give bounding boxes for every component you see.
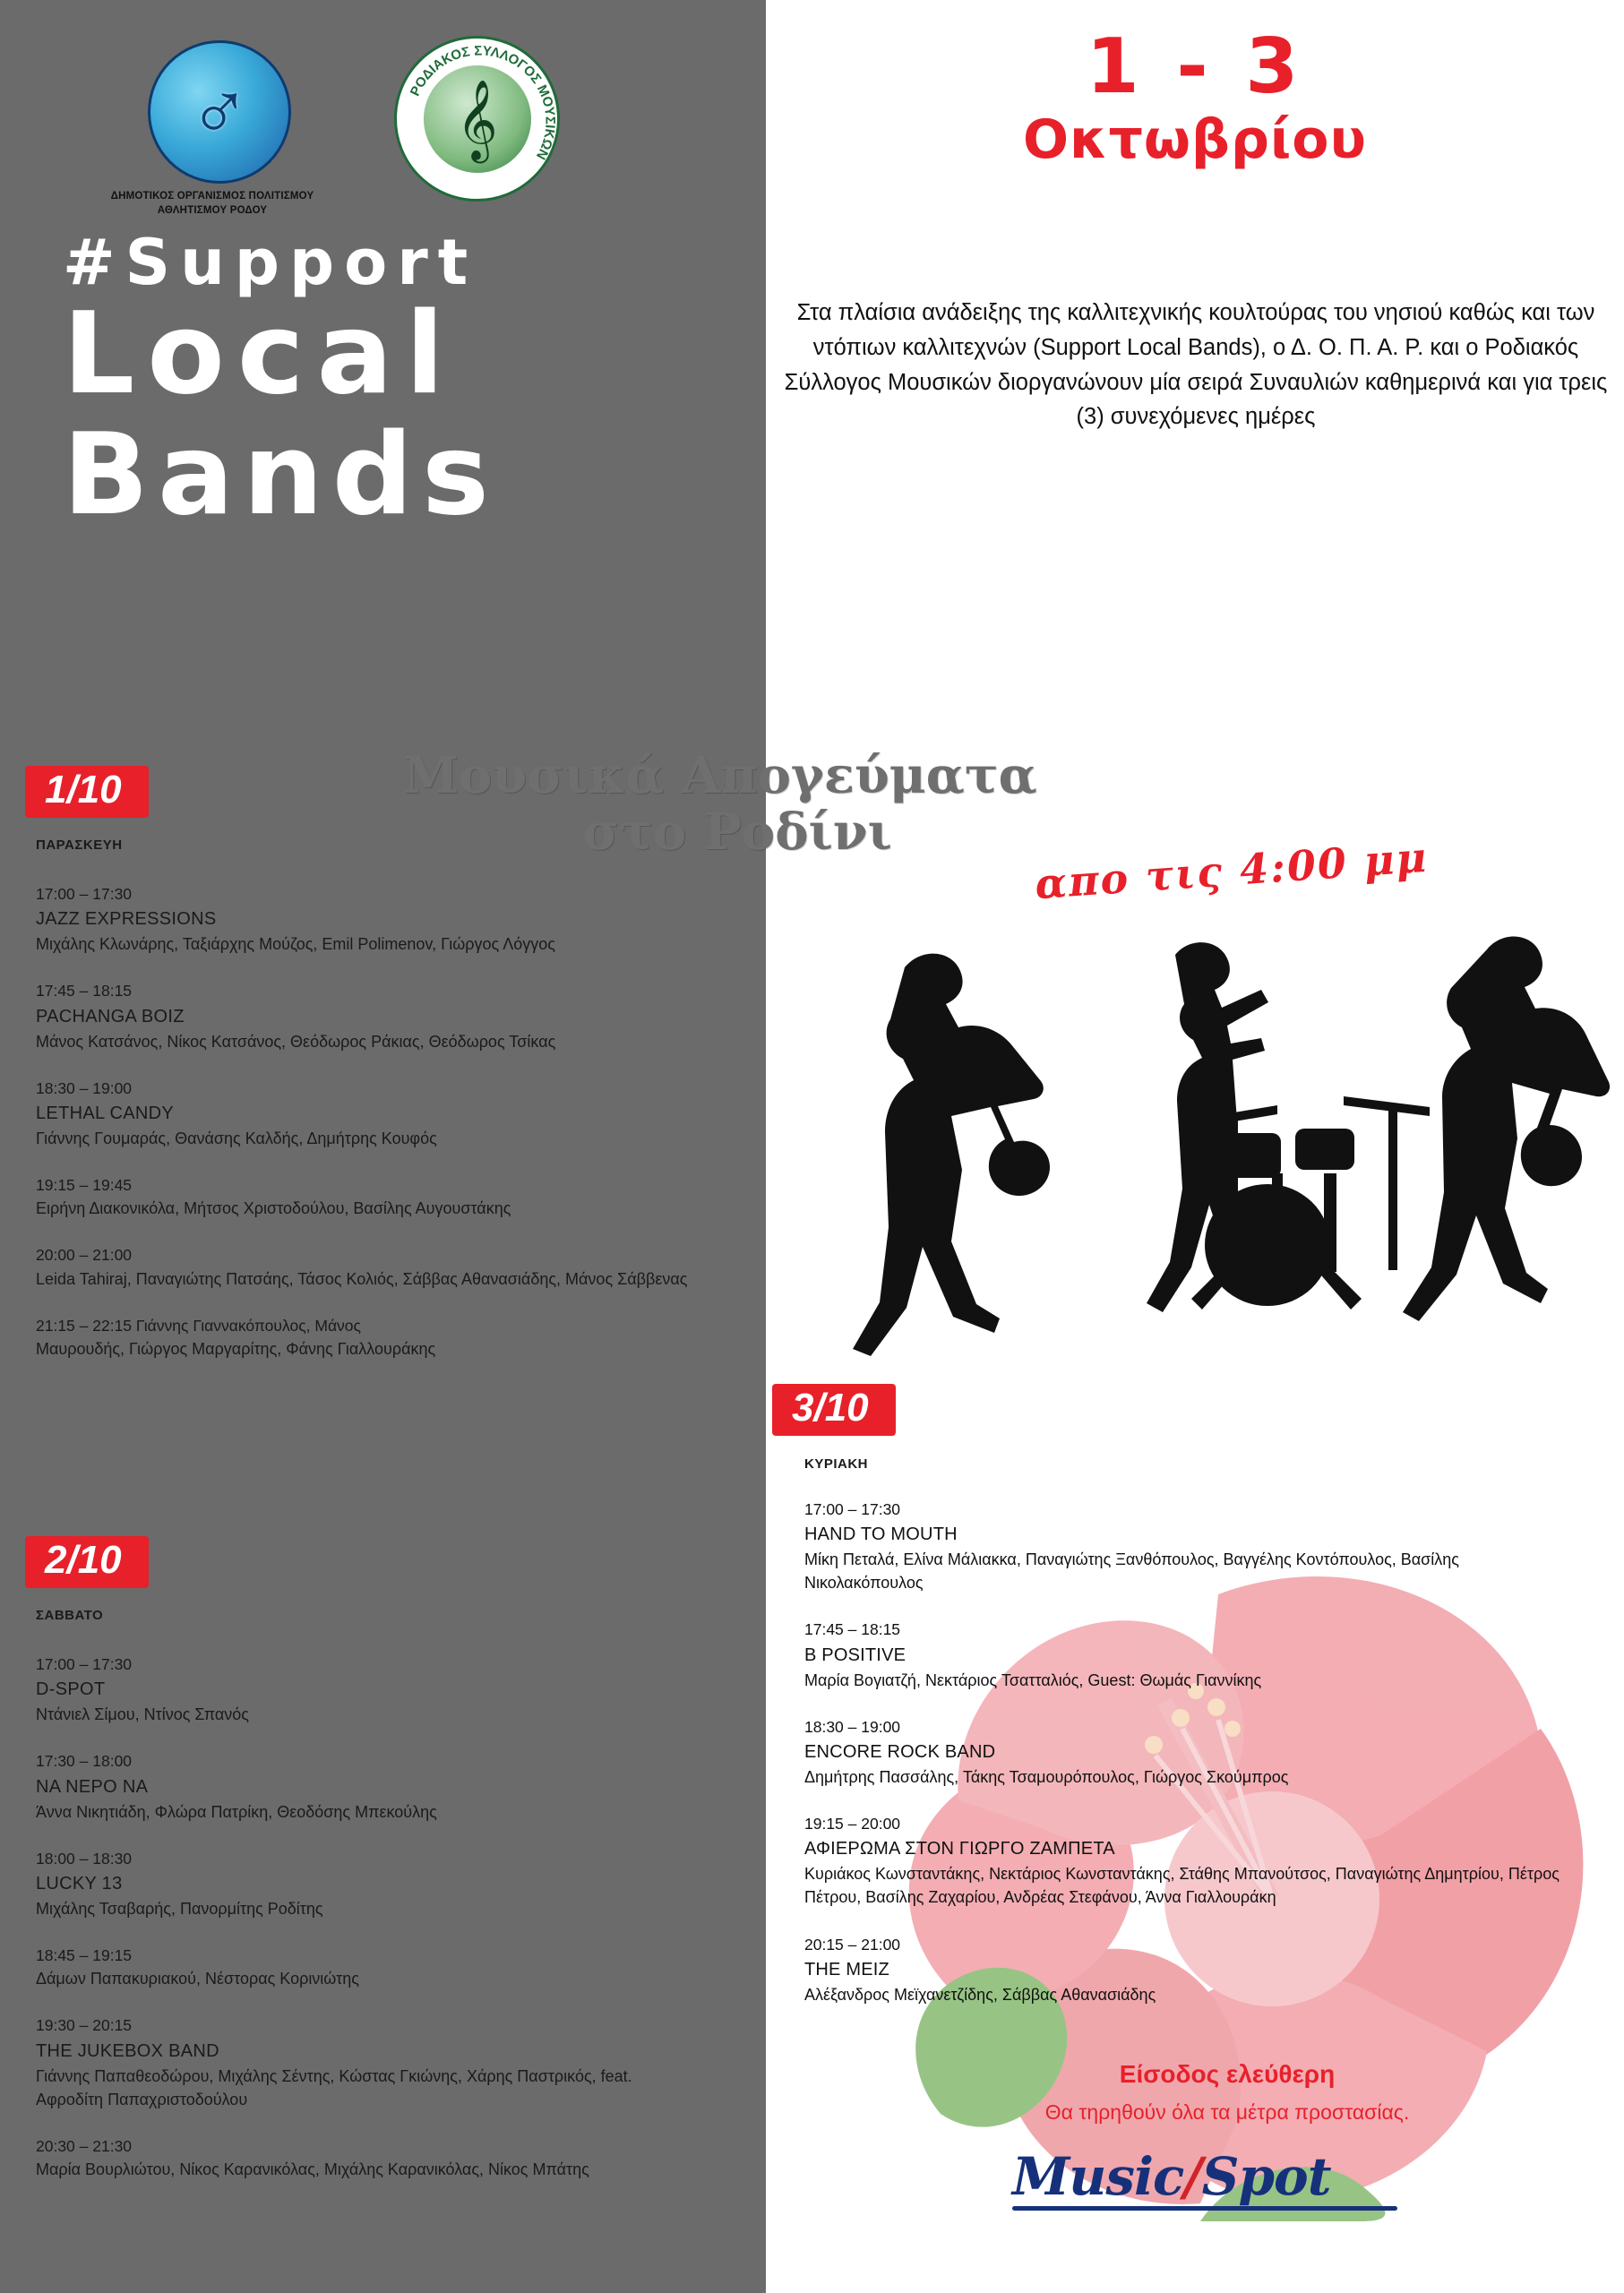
schedule-slot	[804, 1618, 1575, 1691]
slot-time: 18:30 – 19:00	[804, 1717, 901, 1736]
slot-band: D-SPOT	[36, 1679, 106, 1700]
slot-band: NA NEPO NA	[36, 1776, 149, 1797]
title-line-support: #Support	[63, 226, 478, 299]
slot-members: Μιχάλης Κλωνάρης, Ταξιάρχης Μούζος, Emil Polimenov, Γιώργος Λόγγος	[36, 935, 555, 954]
schedule-slot	[36, 1944, 690, 1990]
slot-band: THE MEIZ	[804, 1959, 889, 1980]
logo-group	[110, 36, 681, 216]
dopar-logo	[148, 40, 291, 184]
schedule-slot	[36, 1847, 690, 1920]
rsm-logo	[394, 36, 560, 202]
schedule-slot	[36, 1749, 690, 1823]
dates-month: Οκτωβρίου	[1022, 108, 1368, 172]
slot-time: 17:45 – 18:15	[804, 1620, 901, 1639]
slot-time: 17:45 – 18:15	[36, 982, 133, 1001]
day-2-schedule	[36, 1653, 690, 2204]
slot-time: 18:30 – 19:00	[36, 1078, 133, 1097]
slot-members: Άννα Νικητιάδη, Φλώρα Πατρίκη, Θεοδόσης Μπεκούλης	[36, 1802, 437, 1821]
slot-members: Αλέξανδρος Μεϊχανετζίδης, Σάββας Αθανασιάδης	[804, 1985, 1156, 2004]
slot-band: ENCORE ROCK BAND	[804, 1742, 996, 1763]
slogan-line-2: στο Ροδίνι	[582, 802, 892, 862]
slot-band: PACHANGA BOIZ	[36, 1006, 185, 1026]
slot-band: ΑΦΙΕΡΩΜΑ ΣΤΟΝ ΓΙΩΡΓΟ ΖΑΜΠΕΤΑ	[804, 1839, 1115, 1859]
slot-band: JAZZ EXPRESSIONS	[36, 909, 217, 930]
music-spot-word-music: Music	[1012, 2146, 1184, 2207]
day-1-date-tag: 1/10	[25, 766, 149, 818]
schedule-slot	[36, 1173, 690, 1220]
slot-members: Κυριάκος Κωνσταντάκης, Νεκτάριος Κωνσταντάκης, Στάθης Μπανούτσος, Παναγιώτης Δημητρίου, Πέτρος Πέτρου, Βασίλης Ζαχαρίου, Ανδρέας Στεφάνου, Άννα Γιαλλουράκη	[804, 1865, 1560, 1907]
slot-band: HAND TO MOUTH	[804, 1524, 958, 1545]
slot-band: B POSITIVE	[804, 1645, 907, 1665]
safety-measures-note: Θα τηρηθούν όλα τα μέτρα προστασίας.	[1044, 2100, 1410, 2124]
slogan	[394, 748, 1218, 860]
slot-time: 20:15 – 21:00	[804, 1935, 901, 1954]
slot-members: Μάνος Κατσάνος, Νίκος Κατσάνος, Θεόδωρος Ράκιας, Θεόδωρος Τσίκας	[36, 1032, 556, 1051]
day-3-schedule	[804, 1498, 1575, 2030]
schedule-slot	[36, 2014, 690, 2110]
handwritten-start-time: απο τις 4:00 μμ	[1033, 832, 1430, 909]
music-spot-logo	[1012, 2146, 1442, 2248]
day-2-name: ΣΑΒΒΑΤΟ	[36, 1608, 104, 1623]
schedule-slot	[36, 1314, 690, 1361]
schedule-slot	[36, 979, 690, 1052]
band-silhouette-illustration	[770, 905, 1612, 1379]
schedule-slot	[36, 2134, 690, 2181]
slot-band: LUCKY 13	[36, 1873, 123, 1894]
slot-time: 17:30 – 18:00	[36, 1752, 133, 1771]
slot-time: 18:45 – 19:15	[36, 1946, 133, 1965]
schedule-slot	[36, 1653, 690, 1726]
music-spot-slash-icon: /	[1183, 2146, 1202, 2207]
intro-paragraph: Στα πλαίσια ανάδειξης της καλλιτεχνικής κουλτούρας του νησιού καθώς και των ντόπιων καλλιτεχνών (Support Local Bands), ο Δ. Ο. Π. Α. Ρ. και ο Ροδιακός Σύλλογος Μουσικών διοργανώνουν μία σειρά Συναυλιών καθημερινά και για τρεις (3) συνεχόμενες ημέρες	[784, 300, 1608, 430]
dopar-logo-caption: ΔΗΜΟΤΙΚΟΣ ΟΡΓΑΝΙΣΜΟΣ ΠΟΛΙΤΙΣΜΟΥ ΑΘΛΗΤΙΣΜΟΥ ΡΟΔΟΥ	[110, 191, 314, 216]
svg-text:ΡΟΔΙΑΚΟΣ ΣΥΛΛΟΓΟΣ ΜΟΥΣΙΚΩΝ: ΡΟΔΙΑΚΟΣ ΣΥΛΛΟΓΟΣ ΜΟΥΣΙΚΩΝ	[407, 43, 558, 162]
athena-figure-icon: ♂	[188, 66, 251, 158]
schedule-slot	[804, 1812, 1575, 1909]
slot-time: 19:30 – 20:15	[36, 2016, 133, 2035]
slot-time: 20:30 – 21:30	[36, 2136, 133, 2155]
slot-members: Γιάννης Γουμαράς, Θανάσης Καλδής, Δημήτρης Κουφός	[36, 1129, 437, 1147]
slot-members: Μαρία Βουρλιώτου, Νίκος Καρανικόλας, Μιχάλης Καρανικόλας, Νίκος Μπάτης	[36, 2160, 589, 2179]
slot-members: Ειρήνη Διακονικόλα, Μήτσος Χριστοδούλου, Βασίλης Αυγουστάκης	[36, 1199, 511, 1218]
slot-time: 21:15 – 22:15 Γιάννης Γιαννακόπουλος, Μάνος	[36, 1316, 361, 1335]
poster-title	[63, 226, 743, 540]
slogan-line-1: Μουσικά Απογεύματα	[403, 746, 1037, 805]
day-1-schedule	[36, 882, 690, 1384]
schedule-slot	[36, 1243, 690, 1290]
day-2-date-tag: 2/10	[25, 1536, 149, 1588]
slot-band: LETHAL CANDY	[36, 1103, 175, 1123]
day-3-name: ΚΥΡΙΑΚΗ	[804, 1456, 869, 1472]
schedule-slot	[36, 1077, 690, 1150]
title-line-bands: Bands	[63, 408, 498, 540]
slot-time: 19:15 – 19:45	[36, 1176, 133, 1195]
slot-time: 17:00 – 17:30	[36, 885, 133, 903]
music-spot-word-spot: Spot	[1201, 2146, 1331, 2207]
free-entry-note: Είσοδος ελεύθερη	[1119, 2060, 1336, 2088]
schedule-slot	[804, 1498, 1575, 1594]
slot-members: Δημήτρης Πασσάλης, Τάκης Τσαμουρόπουλος, Γιώργος Σκούμπρος	[804, 1768, 1289, 1787]
slot-band: THE JUKEBOX BAND	[36, 2040, 219, 2061]
slot-members: Μιχάλης Τσαβαρής, Πανορμίτης Ροδίτης	[36, 1899, 323, 1918]
day-3-date-tag: 3/10	[772, 1384, 896, 1436]
slot-members: Μαυρουδής, Γιώργος Μαργαρίτης, Φάνης Γιαλλουράκης	[36, 1339, 436, 1358]
slot-members: Μαρία Βογιατζή, Νεκτάριος Τσατταλιός, Guest: Θωμάς Γιαννίκης	[804, 1670, 1262, 1689]
schedule-slot	[804, 1715, 1575, 1789]
slot-members: Leida Tahiraj, Παναγιώτης Πατσάης, Τάσος Κολιός, Σάββας Αθανασιάδης, Μάνος Σάββενας	[36, 1269, 688, 1288]
music-spot-wordmark	[1012, 2146, 1442, 2207]
slot-time: 17:00 – 17:30	[804, 1500, 901, 1518]
slot-members: Δάμων Παπακυριακού, Νέστορας Κορινιώτης	[36, 1970, 359, 1988]
dates-range: 1 - 3	[1086, 22, 1304, 111]
treble-clef-icon: 𝄞	[456, 79, 498, 159]
slot-members: Γιάννης Παπαθεοδώρου, Μιχάλης Σέντης, Κώστας Γκιώνης, Χάρης Παστρικός, feat. Αφροδίτη Παπαχριστοδούλου	[36, 2066, 632, 2108]
slot-time: 19:15 – 20:00	[804, 1815, 901, 1834]
slot-members: Μίκη Πεταλά, Ελίνα Μάλιακκα, Παναγιώτης Ξανθόπουλος, Βαγγέλης Κοντόπουλος, Βασίλης Νικολακόπουλος	[804, 1550, 1459, 1593]
day-1-name: ΠΑΡΑΣΚΕΥΗ	[36, 837, 123, 853]
slot-members: Ντάνιελ Σίμου, Ντίνος Σπανός	[36, 1705, 249, 1724]
slot-time: 20:00 – 21:00	[36, 1246, 133, 1265]
schedule-slot	[36, 882, 690, 956]
title-line-local: Local	[63, 288, 457, 419]
event-dates	[766, 22, 1624, 174]
schedule-slot	[804, 1933, 1575, 2006]
rsm-ring-text-icon	[397, 39, 560, 202]
slot-time: 18:00 – 18:30	[36, 1849, 133, 1868]
slot-time: 17:00 – 17:30	[36, 1655, 133, 1673]
